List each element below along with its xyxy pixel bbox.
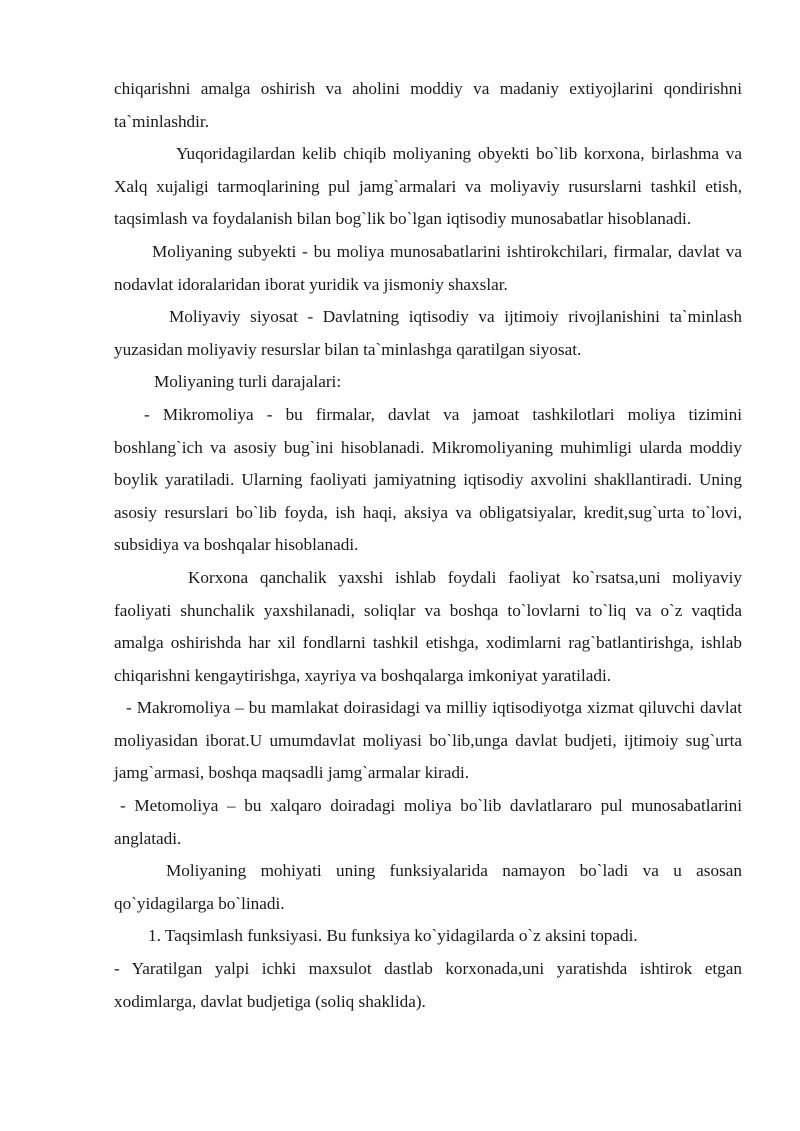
paragraph-yalpi-ichki-maxsulot: - Yaratilgan yalpi ichki maxsulot dastlab korxonada,uni yaratishda ishtirok etgan xodimlarga, davlat budjetiga (soliq shaklida). — [114, 959, 742, 1011]
paragraph-taqsimlash-funksiyasi: 1. Taqsimlash funksiyasi. Bu funksiya ko`yidagilarda o`z aksini topadi. — [148, 926, 638, 946]
paragraph-continuation: chiqarishni amalga oshirish va aholini moddiy va madaniy extiyojlarini qondirishni ta`minlashdir. — [114, 79, 742, 131]
paragraph-korxona: Korxona qanchalik yaxshi ishlab foydali faoliyat ko`rsatsa,uni moliyaviy faoliyati shunchalik yaxshilanadi, soliqlar va boshqa to`lovlarni to`liq va o`z vaqtida amalga oshirishda har xil fondlarni tashkil etishga, xodimlarni rag`batlantirishga, ishlab chiqarishni kengaytirishga, xayriya va boshqalarga imkoniyat yaratiladi. — [114, 567, 742, 685]
paragraph-makromoliya: - Makromoliya – bu mamlakat doirasidagi va milliy iqtisodiyotga xizmat qiluvchi davlat moliyasidan iborat.U umumdavlat moliyasi bo`lib,unga davlat budjeti, ijtimoiy sug`urta jamg`armasi, boshqa maqsadli jamg`armalar kiradi. — [114, 698, 742, 783]
paragraph-moliya-mohiyati: Moliyaning mohiyati uning funksiyalarida namayon bo`ladi va u asosan qo`yidagilarga bo`linadi. — [114, 861, 742, 913]
paragraph-moliya-obyekti: Yuqoridagilardan kelib chiqib moliyaning obyekti bo`lib korxona, birlashma va Xalq xujaligi tarmoqlarining pul jamg`armalari va moliyaviy rusurslarni tashkil etish, taqsimlash va foydalanish bilan bog`lik bo`lgan iqtisodiy munosabatlar hisoblanadi. — [114, 144, 742, 229]
paragraph-metomoliya: - Metomoliya – bu xalqaro doiradagi moliya bo`lib davlatlararo pul munosabatlarini anglatadi. — [114, 796, 742, 848]
document-body — [114, 73, 742, 1018]
paragraph-moliyaviy-siyosat: Moliyaviy siyosat - Davlatning iqtisodiy va ijtimoiy rivojlanishini ta`minlash yuzasidan moliyaviy resurslar bilan ta`minlashga qaratilgan siyosat. — [114, 307, 742, 359]
paragraph-moliya-darajalari: Moliyaning turli darajalari: — [154, 372, 342, 392]
paragraph-moliya-subyekti: Moliyaning subyekti - bu moliya munosabatlarini ishtirokchilari, firmalar, davlat va nodavlat idoralaridan iborat yuridik va jismoniy shaxslar. — [114, 241, 742, 294]
paragraph-mikromoliya: - Mikromoliya - bu firmalar, davlat va jamoat tashkilotlari moliya tizimini boshlang`ich va asosiy bug`ini hisoblanadi. Mikromoliyaning muhimligi ularda moddiy boylik yaratiladi. Ularning faoliyati jamiyatning iqtisodiy axvolini shakllantiradi. Uning asosiy resurslari bo`lib foyda, ish haqi, aksiya va obligatsiyalar, kredit,sug`urta to`lovi, subsidiya va boshqalar hisoblanadi. — [114, 404, 742, 555]
